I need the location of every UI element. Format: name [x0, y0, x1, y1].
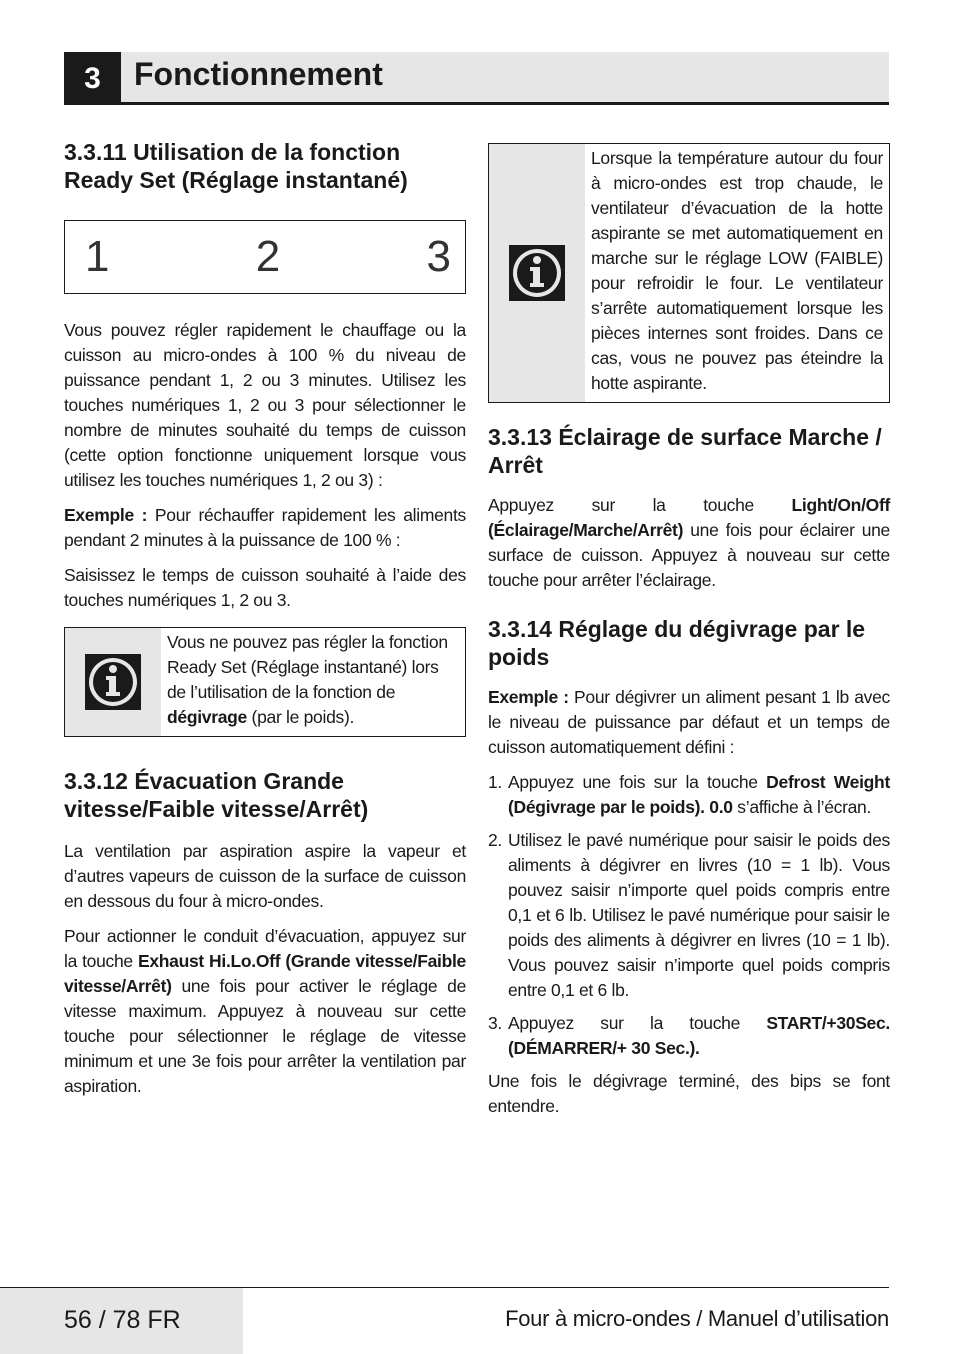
heading-3-3-11: 3.3.11 Utilisation de la fonction Ready Set (Réglage instantané)	[64, 139, 408, 193]
paragraph: Appuyez sur la touche Light/On/Off (Éclairage/Marche/Arrêt) une fois pour éclairer une surface de cuisson. Appuyez à nouveau sur cette touche pour arrêter l’éclairage.	[488, 495, 890, 590]
paragraph: La ventilation par aspiration aspire la vapeur et d’autres vapeurs de cuisson de la surface de cuisson en dessous du four à micro-ondes.	[64, 841, 466, 911]
heading-3-3-12: 3.3.12 Évacuation Grande vitesse/Faible vitesse/Arrêt)	[64, 768, 369, 822]
info-icon	[509, 245, 565, 301]
list-item: 2. Utilisez le pavé numérique pour saisir le poids des aliments à dégivrer en livres (10 = 1 lb). Vous pouvez saisir n’importe quel poids compris entre 0,1 et 6 lb. Utilisez le pavé numérique pour saisir le poids des aliments à dégivrer en livres (10 = 1 lb). Vous pouvez saisir n’importe quel poids compris entre 0,1 et 6 lb.	[488, 830, 890, 1000]
paragraph: Vous pouvez régler rapidement le chauffage ou la cuisson au micro-ondes à 100 % du niveau de puissance pendant 1, 2 ou 3 minutes. Utilisez les touches numériques 1, 2 ou 3 pour sélectionner le nombre de minutes souhaité du temps de cuisson (cette option fonctionne uniquement lorsque vous utilisez les touches numériques 1, 2 ou 3) :	[64, 320, 466, 490]
section-number: 3	[64, 52, 121, 105]
note-text: Vous ne pouvez pas régler la fonction Ready Set (Réglage instantané) lors de l’utilisation de la fonction de dégivrage (par le poids).	[167, 632, 448, 727]
page-number: 56 / 78 FR	[64, 1306, 181, 1334]
steps-list	[488, 770, 890, 1061]
paragraph: Pour actionner le conduit d’évacuation, appuyez sur la touche Exhaust Hi.Lo.Off (Grande vitesse/Faible vitesse/Arrêt) une fois pour activer le réglage de vitesse maximum. Appuyez à nouveau sur cette touche pour sélectionner le réglage de vitesse minimum et une 3e fois pour arrêter la ventilation par aspiration.	[64, 926, 466, 1096]
section-header	[64, 52, 889, 105]
info-note	[488, 143, 890, 403]
paragraph: Saisissez le temps de cuisson souhaité à l’aide des touches numériques 1, 2 ou 3.	[64, 565, 466, 610]
example-label: Exemple :	[64, 505, 148, 525]
section-title: Fonctionnement	[134, 56, 383, 92]
heading-3-3-13: 3.3.13 Éclairage de surface Marche / Arrêt	[488, 424, 882, 478]
display-key-2: 2	[255, 232, 281, 281]
note-text: Lorsque la température autour du four à micro-ondes est trop chaude, le ventilateur d’évacuation de la hotte aspirante se met automatiquement en marche sur le réglage LOW (FAIBLE) pour refroidir le four. Le ventilateur s’arrête automatiquement lorsque les pièces internes sont froides. Dans ce cas, vous ne pouvez pas éteindre la hotte aspirante.	[591, 148, 883, 393]
list-item: 3. Appuyez sur la touche START/+30Sec. (DÉMARRER/+ 30 Sec.).	[488, 1013, 890, 1058]
example-paragraph: Exemple : Pour réchauffer rapidement les aliments pendant 2 minutes à la puissance de 100 % :	[64, 505, 466, 550]
ready-set-display	[64, 220, 466, 294]
right-column	[488, 143, 890, 1129]
heading-3-3-14: 3.3.14 Réglage du dégivrage par le poids	[488, 616, 866, 670]
info-note	[64, 627, 466, 737]
display-key-3: 3	[426, 232, 451, 281]
display-key-1: 1	[85, 232, 110, 281]
example-paragraph: Exemple : Pour dégivrer un aliment pesant 1 lb avec le niveau de puissance par défaut et un temps de cuisson automatiquement défini :	[488, 687, 890, 757]
footer-title: Four à micro-ondes / Manuel d’utilisation	[505, 1306, 889, 1331]
list-item: 1. Appuyez une fois sur la touche Defrost Weight (Dégivrage par le poids). 0.0 s’affiche à l’écran.	[488, 772, 890, 817]
info-icon	[85, 654, 141, 710]
paragraph: Une fois le dégivrage terminé, des bips se font entendre.	[488, 1071, 890, 1116]
left-column	[64, 138, 466, 1109]
